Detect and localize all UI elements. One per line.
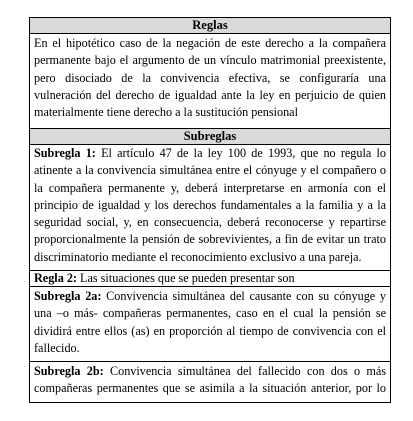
reglas-header: Reglas [30, 18, 390, 34]
reglas-line: vulneración del derecho de igualdad ante la ley en perjuicio de quien [34, 87, 386, 102]
regla-2-cell [30, 271, 390, 287]
subregla-2a-text: Convivencia simultánea del causante con su cónyuge y [101, 289, 386, 303]
subregla-1-line: discriminatorio mediante el reconocimiento exclusivo a una pareja. [34, 249, 362, 264]
subregla-1-label: Subregla 1: [34, 146, 96, 160]
subregla-1-cell [30, 145, 390, 271]
reglas-line: En el hipotético caso de la negación de este derecho a la compañera [34, 36, 386, 50]
regla-2-label: Regla 2: [34, 271, 77, 285]
subregla-2a-line: fallecido. [34, 340, 80, 355]
reglas-line: permanente bajo el argumento de un vínculo matrimonial preexistente, [34, 53, 386, 68]
subregla-2b-line: compañeras permanentes que se asimila a la situación anterior, por lo [34, 381, 386, 396]
subregla-2a-line [34, 288, 386, 305]
subregla-2b-text: Convivencia simultánea del fallecido con dos o más [103, 364, 386, 378]
subregla-2b-line [34, 363, 386, 380]
subregla-1-line: atinente a la convivencia simultánea entre el cónyuge y el compañero o [34, 163, 386, 178]
subregla-1-line: principio de igualdad y los derechos fundamentales a la familia y a la [34, 197, 386, 212]
subregla-1-text: El artículo 47 de la ley 100 de 1993, que no regula lo [95, 146, 386, 160]
subregla-1-line [34, 145, 386, 162]
subreglas-header: Subreglas [30, 129, 390, 145]
subregla-2a-line: dividirá entre ellos (as) en proporción al tiempo de convivencia con el [34, 323, 386, 338]
subregla-2a-line: una –o más- compañeras permanentes, caso en el cual la pensión se [34, 306, 386, 321]
reglas-line: materialmente tiene derecho a la sustitución pensional [34, 105, 298, 120]
subregla-2b-label: Subregla 2b: [34, 364, 104, 378]
subregla-1-line: seguridad social, y, en consecuencia, deberá reconocerse y repartirse [34, 215, 386, 230]
reglas-line: pero disociado de la convivencia efectiva, se configuraría una [34, 70, 386, 85]
subregla-1-line: la compañera permanente y, deberá interpretarse en armonía con el [34, 180, 386, 195]
regla-2-text: Las situaciones que se pueden presentar son [76, 271, 295, 285]
subregla-2a-label: Subregla 2a: [34, 289, 102, 303]
rules-table [29, 17, 391, 403]
subregla-2b-cell [30, 362, 390, 402]
subregla-2a-cell [30, 287, 390, 362]
reglas-cell [30, 34, 390, 129]
subregla-1-line: proporcionalmente la pensión de sobrevivientes, a fin de evitar un trato [34, 232, 386, 247]
